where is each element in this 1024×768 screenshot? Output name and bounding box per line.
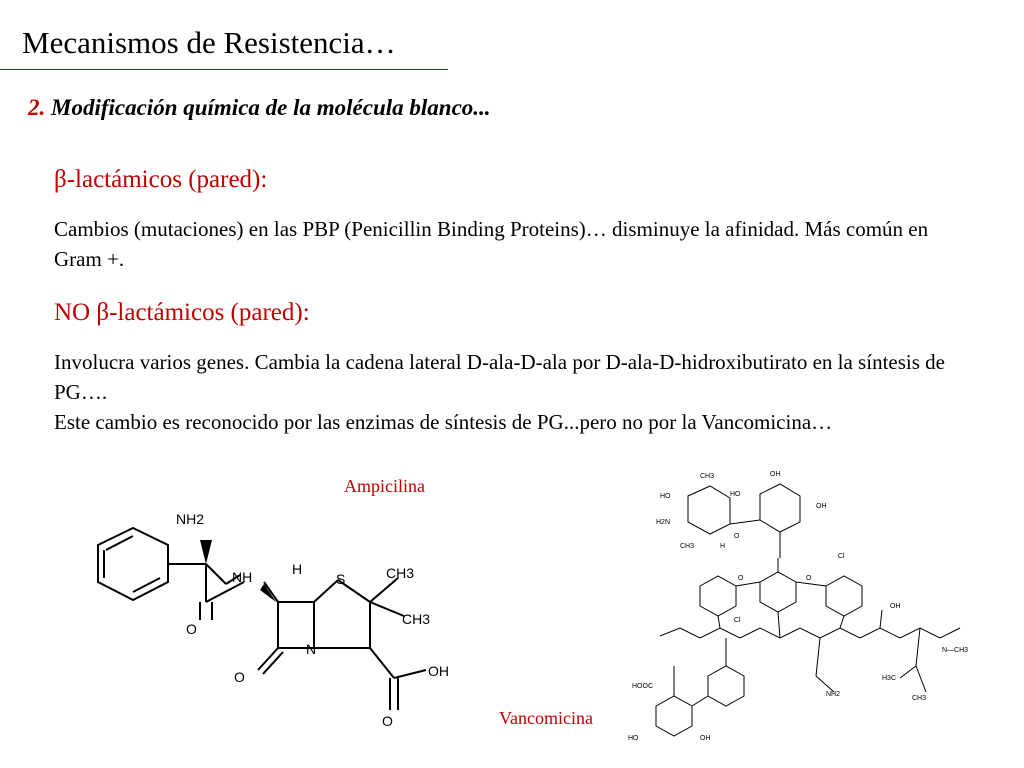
vanco-h2n-label: H2N (656, 519, 671, 526)
vanco-oh-right-label: OH (816, 503, 827, 510)
amp-s-label: S (336, 571, 346, 587)
section2-body-line2: Este cambio es reconocido por las enzimas de síntesis de PG...pero no por la Vancomicina… (54, 410, 833, 434)
vanco-nh2-label: NH2 (826, 691, 841, 698)
vanco-o-ether-r-label: O (806, 575, 812, 582)
vanco-oh-sugar-label: OH (770, 471, 781, 478)
vanco-o-ether-l-label: O (738, 575, 744, 582)
amp-oh-label: OH (428, 663, 449, 679)
caption-vancomicina: Vancomicina (499, 708, 593, 728)
section1-heading: β-lactámicos (pared): (54, 166, 268, 193)
amp-h-label: H (292, 561, 303, 577)
amp-ch3-top-label: CH3 (386, 565, 415, 581)
vanco-ch3-sugar-label: CH3 (700, 473, 715, 480)
vanco-cl-left-label: Cl (734, 617, 741, 624)
amp-nh-label: NH (232, 569, 253, 585)
section1-body: Cambios (mutaciones) en las PBP (Penicillin Binding Proteins)… disminuye la afinidad. Más común en Gram +. (54, 217, 929, 271)
title-underline (0, 69, 448, 70)
vanco-hooc-label: HOOC (632, 683, 653, 690)
vanco-nch3-label: N—CH3 (942, 647, 969, 654)
vanco-ho-1-label: HO (660, 493, 671, 500)
slide-title: Mecanismos de Resistencia… (22, 25, 396, 60)
vanco-ch3-bottom-label: CH3 (912, 695, 927, 702)
vanco-o-link-label: O (734, 533, 740, 540)
amp-o-carbonyl-label: O (186, 621, 197, 637)
subtitle-text: Modificación química de la molécula blanco... (45, 95, 491, 120)
vanco-h3c-label: H3C (882, 675, 897, 682)
caption-ampicilina: Ampicilina (344, 476, 425, 496)
section2-body (54, 347, 954, 437)
amp-ch3-bottom-label: CH3 (402, 611, 431, 627)
ampicillin-structure (48, 500, 468, 730)
amp-o-ring-label: O (234, 669, 245, 685)
amp-n-label: N (306, 641, 317, 657)
section2-body-line1: Involucra varios genes. Cambia la cadena lateral D-ala-D-ala por D-ala-D-hidroxibutirato en la síntesis de PG…. (54, 350, 945, 404)
vanco-oh-mid-label: OH (890, 603, 901, 610)
amp-o-acid-label: O (382, 713, 393, 729)
slide-subtitle (28, 95, 491, 121)
vanco-ho-bottom-label: HO (628, 735, 639, 742)
vancomycin-structure (620, 466, 1020, 766)
vanco-h-1-label: H (720, 543, 726, 550)
vanco-ch3-2-label: CH3 (680, 543, 695, 550)
vanco-oh-bottom-label: OH (700, 735, 711, 742)
subtitle-number: 2. (28, 95, 46, 120)
amp-nh2-label: NH2 (176, 511, 205, 527)
section2-heading: NO β-lactámicos (pared): (54, 299, 310, 326)
vanco-ho-2-label: HO (730, 491, 741, 498)
vanco-cl-top-label: Cl (838, 553, 845, 560)
